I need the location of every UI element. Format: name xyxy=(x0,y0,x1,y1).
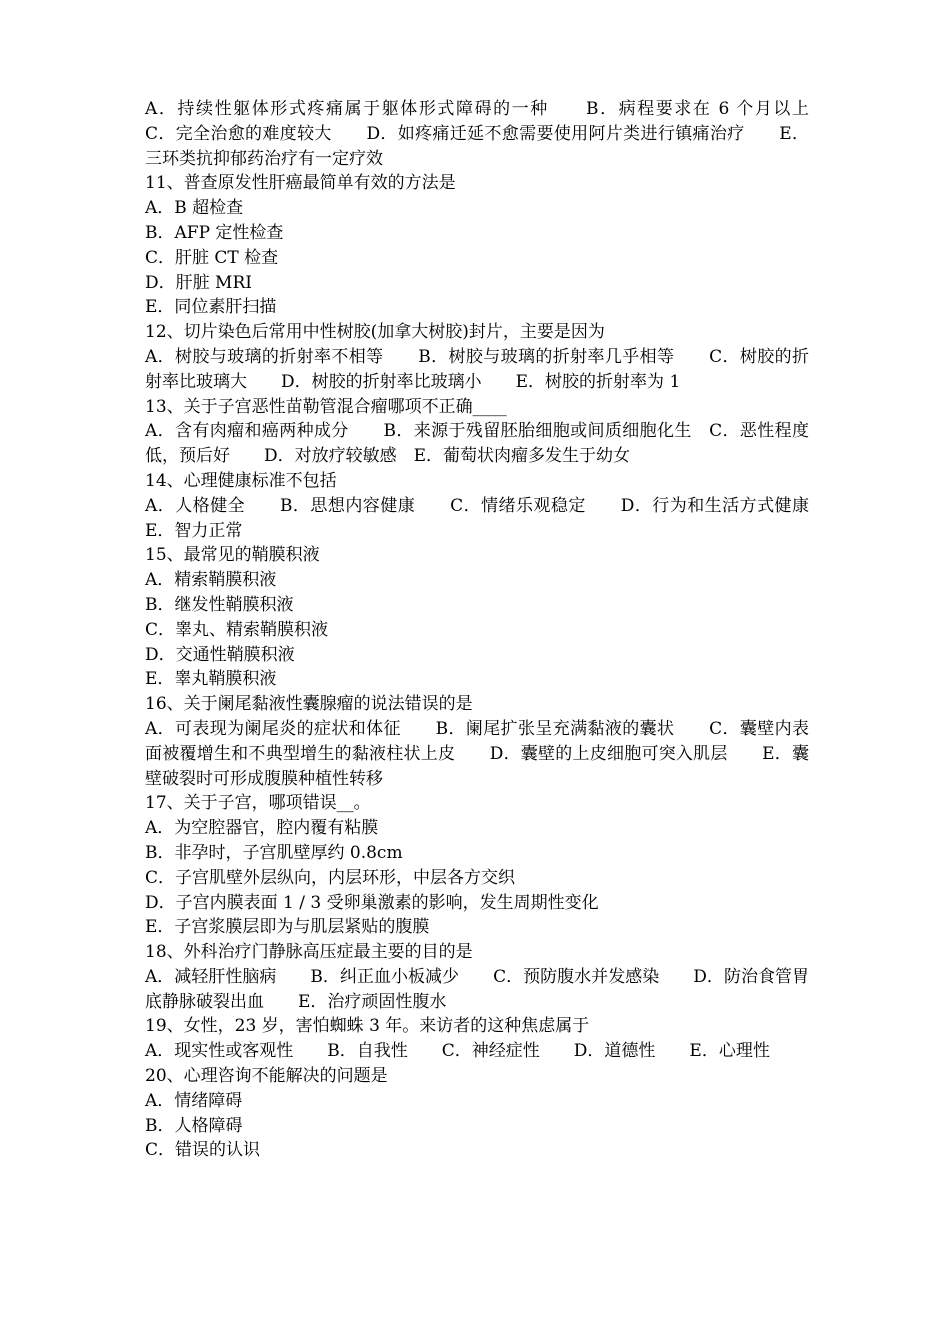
option-paragraph: A．现实性或客观性 B．自我性 C．神经症性 D．道德性 E．心理性 xyxy=(145,1041,770,1062)
option-line: B．AFP 定性检查 xyxy=(145,222,284,243)
question-18: 18、外科治疗门静脉高压症最主要的目的是 xyxy=(145,942,473,963)
option-line: A．B 超检查 xyxy=(145,198,244,219)
document-body xyxy=(145,97,843,1163)
question-13: 13、关于子宫恶性苗勒管混合瘤哪项不正确____ xyxy=(145,396,507,417)
option-line: B．非孕时，子宫肌壁厚约 0.8cm xyxy=(145,842,403,863)
option-line: C．错误的认识 xyxy=(145,1140,261,1161)
option-line: E．睾丸鞘膜积液 xyxy=(145,669,277,690)
option-paragraph: A．人格健全 B．思想内容健康 C．情绪乐观稳定 D．行为和生活方式健康 E．智力正常 xyxy=(145,495,843,541)
option-line: C．肝脏 CT 检查 xyxy=(145,247,279,268)
question-20: 20、心理咨询不能解决的问题是 xyxy=(145,1066,388,1087)
option-line: B．人格障碍 xyxy=(145,1115,243,1136)
question-11: 11、普查原发性肝癌最简单有效的方法是 xyxy=(145,173,456,194)
option-line: A．为空腔器官，腔内覆有粘膜 xyxy=(145,818,379,839)
option-line: B．继发性鞘膜积液 xyxy=(145,594,294,615)
option-paragraph: A．可表现为阑尾炎的症状和体征 B．阑尾扩张呈充满黏液的囊状 C．囊壁内表面被覆增生和不典型增生的黏液柱状上皮 D．囊壁的上皮细胞可突入肌层 E．囊壁破裂时可形成腹膜种植性转移 xyxy=(145,718,809,789)
option-paragraph: A．含有肉瘤和癌两种成分 B．来源于残留胚胎细胞或间质细胞化生 C．恶性程度低，预后好 D．对放疗较敏感 E．葡萄状肉瘤多发生于幼女 xyxy=(145,421,809,467)
question-12: 12、切片染色后常用中性树胶(加拿大树胶)封片，主要是因为 xyxy=(145,322,605,343)
option-line: C．睾丸、精索鞘膜积液 xyxy=(145,619,329,640)
question-16: 16、关于阑尾黏液性囊腺瘤的说法错误的是 xyxy=(145,694,473,715)
option-line: A．情绪障碍 xyxy=(145,1090,243,1111)
option-line: D．肝脏 MRI xyxy=(145,272,252,293)
option-line: D．子宫内膜表面 1 / 3 受卵巢激素的影响，发生周期性变化 xyxy=(145,892,599,913)
question-17: 17、关于子宫，哪项错误__。 xyxy=(145,793,371,814)
option-paragraph: A．减轻肝性脑病 B．纠正血小板减少 C．预防腹水并发感染 D．防治食管胃底静脉破裂出血 E．治疗顽固性腹水 xyxy=(145,966,809,1012)
option-line: C．子宫肌壁外层纵向，内层环形，中层各方交织 xyxy=(145,867,516,888)
option-line: A．精索鞘膜积液 xyxy=(145,570,277,591)
question-14: 14、心理健康标准不包括 xyxy=(145,470,337,491)
option-paragraph: A．持续性躯体形式疼痛属于躯体形式障碍的一种 B．病程要求在 6 个月以上 C．完全治愈的难度较大 D．如疼痛迁延不愈需要使用阿片类进行镇痛治疗 E．三环类抗抑郁药治疗有一定疗效 xyxy=(145,99,843,169)
question-15: 15、最常见的鞘膜积液 xyxy=(145,545,320,566)
question-19: 19、女性，23 岁，害怕蜘蛛 3 年。来访者的这种焦虑属于 xyxy=(145,1016,590,1037)
option-line: E．子宫浆膜层即为与肌层紧贴的腹膜 xyxy=(145,917,430,938)
option-paragraph: A．树胶与玻璃的折射率不相等 B．树胶与玻璃的折射率几乎相等 C．树胶的折射率比玻璃大 D．树胶的折射率比玻璃小 E．树胶的折射率为 1 xyxy=(145,346,809,392)
option-line: D．交通性鞘膜积液 xyxy=(145,644,295,665)
option-line: E．同位素肝扫描 xyxy=(145,297,277,318)
